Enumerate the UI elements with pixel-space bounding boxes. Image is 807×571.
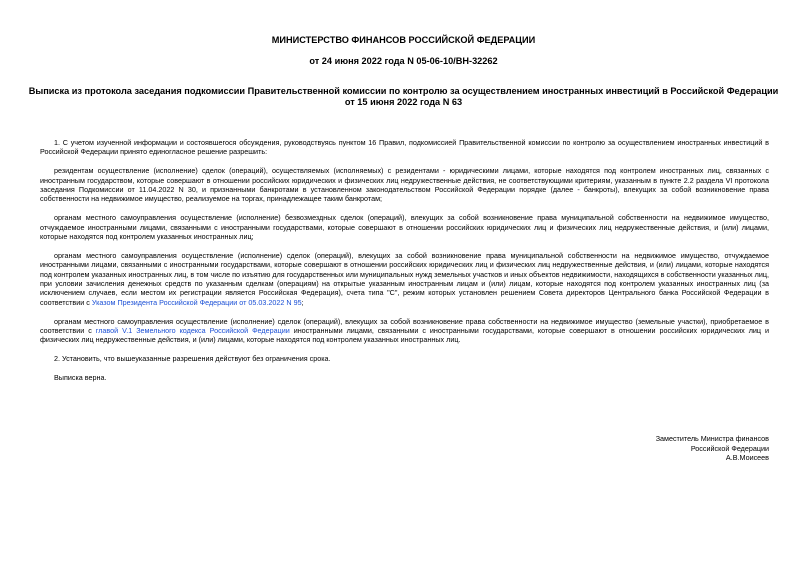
signatory-position: Заместитель Министра финансов: [655, 434, 769, 443]
decree-link[interactable]: Указом Президента Российской Федерации от 05.03.2022 N 95: [91, 297, 302, 307]
land-code-link[interactable]: главой V.1 Земельного кодекса Российской Федерации: [95, 326, 290, 336]
paragraph-municipal-deals: [40, 251, 769, 307]
paragraph-municipal-deals-end: ;: [301, 297, 304, 307]
signatory-country: Российской Федерации: [690, 443, 769, 453]
paragraph-land-plots: [40, 317, 769, 345]
paragraph-land-plots-end: иностранными лицами, связанными с иностранными государствами, которые совершают в отношении российских юридических лиц и физических лиц недружественные действия, и (или) лицами, которые находятся под контролем указанных иностранных лиц.: [40, 326, 770, 345]
extract-certified: Выписка верна.: [54, 373, 107, 383]
signatory-name: А.В.Моисеев: [725, 453, 769, 463]
signature-block: [656, 434, 769, 463]
paragraph-land-plots-text: органам местного самоуправления осуществление (исполнение) сделок (операций), влекущих за собой возникновение права собственности на недвижимое имущество (земельные участки), приобретаемое в соответствии с: [40, 316, 769, 336]
paragraph-2: 2. Установить, что вышеуказанные разрешения действуют без ограничения срока.: [54, 354, 331, 364]
paragraph-municipal-deals-text: органам местного самоуправления осуществление (исполнение) сделок (операций), влекущих за собой возникновение права муниципальной собственности на недвижимое имущество, отчуждаемое иностранными лицами, связанными с иностранными государствами, которые совершают в отношении российских юридических лиц и физических лиц недружественные действия, и (или) лицами, которые находятся под контролем указанных иностранных лиц, в том числе по изъятию для государственных или муниципальных нужд земельных участков и иных объектов недвижимости, находящихся в собственности указанных лиц, при условии зачисления денежных средств по указанным сделкам (операциям) на открытые указанным иностранным лицам и (или) лицам, которые находятся под контролем указанных иностранных лиц (за исключением случаев, если местом их регистрации является Российская Федерация), счета типа "С", режим которых установлен решением Совета директоров Центрального банка Российской Федерации в соответствии с: [40, 250, 769, 307]
paragraph-gratuitous-deals: органам местного самоуправления осуществление (исполнение) безвозмездных сделок (операций), влекущих за собой возникновение права муниципальной собственности на недвижимое имущество, отчуждаемое иностранными лицами, связанными с иностранными государствами, которые совершают в отношении российских юридических лиц и физических лиц недружественные действия, и (или) лицами, которые находятся под контролем указанных иностранных лиц;: [40, 213, 769, 242]
paragraph-residents: резидентам осуществление (исполнение) сделок (операций), осуществляемых (исполняемых) с резидентами - юридическими лицами, которые находятся под контролем иностранных лиц, связанных с иностранным государством, которые совершают в отношении российских юридических и физических лиц недружественные действия, не соответствующими критериям, указанным в пункте 2.2 раздела VI протокола заседания Подкомиссии от 11.04.2022 N 30, и признанными банкротами в установленном законодательством Российской Федерации порядке (далее - банкроты), влекущих за собой возникновение права собственности на недвижимое имущество, реализуемое на торгах, принадлежащее таким банкротам;: [40, 166, 769, 204]
document-title: Выписка из протокола заседания подкомиссии Правительственной комиссии по контролю за осуществлением иностранных инвестиций в Российской Федерации: [28, 86, 779, 96]
document-body: [40, 138, 769, 382]
paragraph-1: 1. С учетом изученной информации и состоявшегося обсуждения, руководствуясь пунктом 16 Правил, подкомиссией Правительственной комиссии по контролю за осуществлением иностранных инвестиций в Российской Федерации принято единогласное решение разрешить:: [40, 138, 769, 157]
ministry-heading: МИНИСТЕРСТВО ФИНАНСОВ РОССИЙСКОЙ ФЕДЕРАЦИИ: [271, 35, 536, 45]
document-title-date: от 15 июня 2022 года N 63: [344, 97, 463, 107]
document-date-number: от 24 июня 2022 года N 05-06-10/ВН-32262: [309, 56, 498, 66]
